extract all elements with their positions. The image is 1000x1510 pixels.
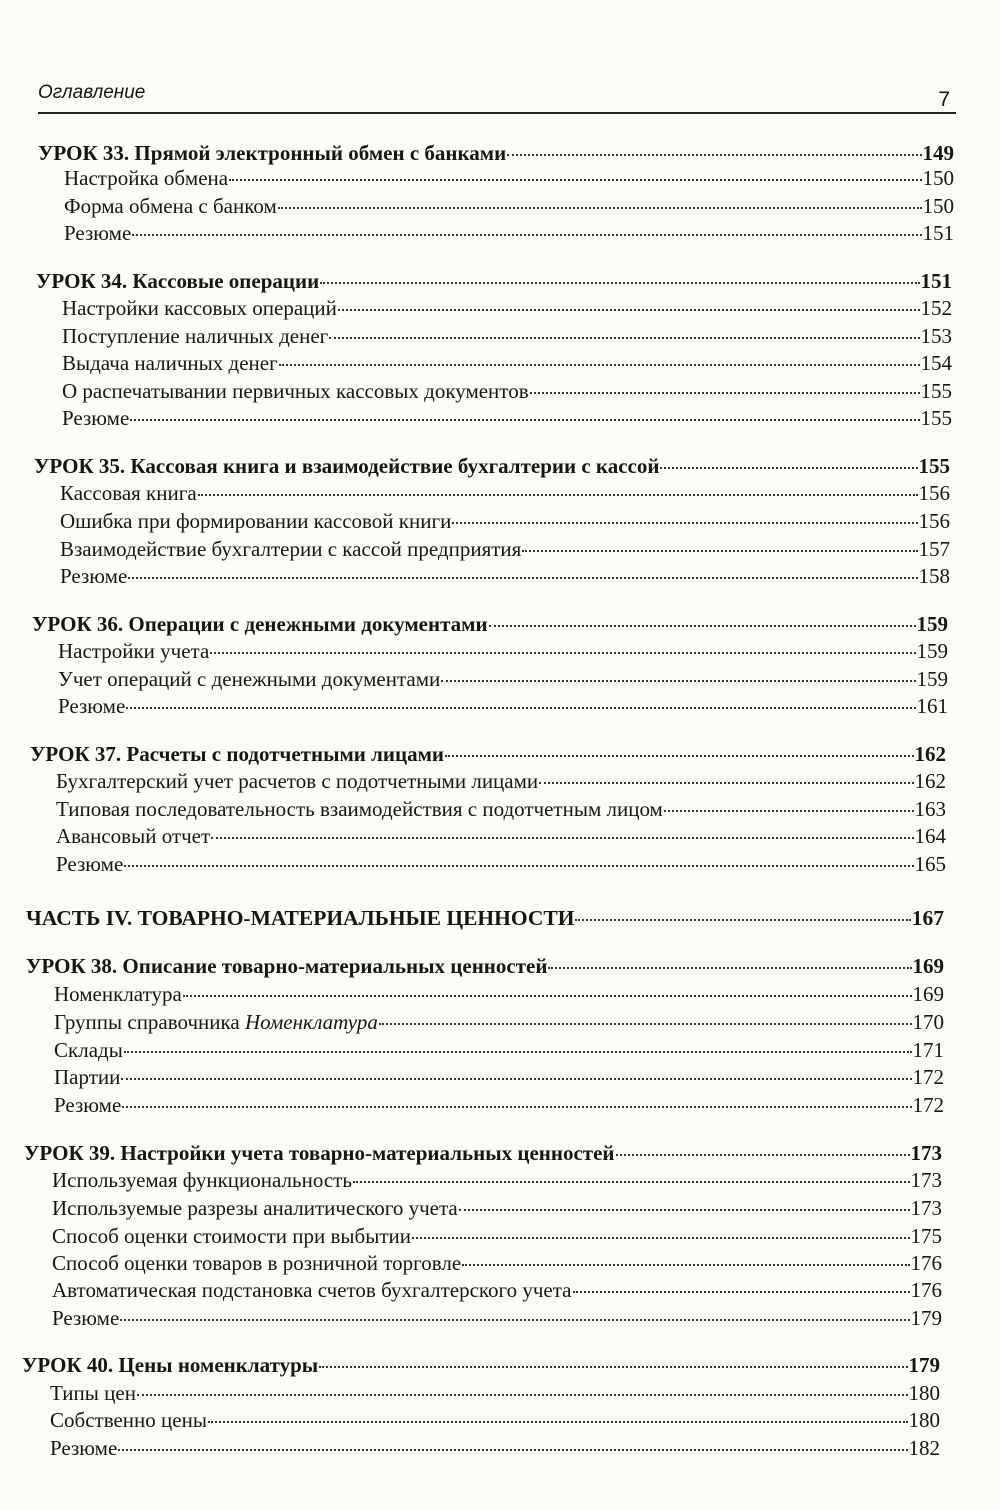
toc-entry bbox=[52, 1167, 942, 1193]
toc-entry bbox=[54, 1064, 944, 1090]
toc-entry-title: Собственно цены bbox=[50, 1408, 207, 1432]
toc-entry-title: Резюме bbox=[56, 852, 124, 876]
toc-entry-page: 155 bbox=[920, 379, 952, 403]
toc-entry-title: Резюме bbox=[62, 406, 130, 430]
dot-leader bbox=[548, 966, 911, 969]
toc-entry-title: ЧАСТЬ IV. ТОВАРНО-МАТЕРИАЛЬНЫЕ ЦЕННОСТИ bbox=[26, 906, 575, 930]
toc-entry-page: 156 bbox=[918, 509, 950, 533]
toc-entry-page: 167 bbox=[911, 906, 944, 930]
toc-entry-page: 155 bbox=[920, 406, 952, 430]
dot-leader bbox=[132, 233, 921, 236]
dot-leader bbox=[353, 1180, 910, 1183]
toc-entry-page: 179 bbox=[910, 1306, 942, 1330]
dot-leader bbox=[379, 1022, 912, 1025]
toc-entry-page: 165 bbox=[914, 852, 946, 876]
toc-entry-page: 172 bbox=[912, 1065, 944, 1089]
toc-entry-title: УРОК 40. Цены номенклатуры bbox=[22, 1353, 319, 1377]
toc-entry-title: УРОК 38. Описание товарно-материальных ценностей bbox=[26, 954, 548, 978]
toc-entry-page: 173 bbox=[910, 1168, 942, 1192]
toc-lesson-heading bbox=[30, 741, 946, 767]
toc-entry-page: 154 bbox=[920, 351, 952, 375]
toc-entry-title: УРОК 36. Операции с денежными документами bbox=[32, 612, 488, 636]
toc-entry-page: 159 bbox=[916, 612, 948, 636]
dot-leader bbox=[229, 178, 921, 181]
header-page-number: 7 bbox=[938, 88, 950, 111]
toc-entry-page: 173 bbox=[910, 1141, 942, 1165]
toc-lesson-heading bbox=[22, 1352, 940, 1378]
dot-leader bbox=[128, 576, 917, 579]
toc-entry-title: Резюме bbox=[50, 1436, 118, 1460]
toc-entry bbox=[64, 220, 954, 246]
toc-entry bbox=[60, 563, 950, 589]
dot-leader bbox=[137, 1393, 908, 1396]
toc-entry-title: Резюме bbox=[58, 694, 126, 718]
dot-leader bbox=[522, 549, 917, 552]
toc-entry-title: Настройки кассовых операций bbox=[62, 296, 337, 320]
toc-entry bbox=[54, 1009, 944, 1035]
toc-entry-title: Склады bbox=[54, 1038, 123, 1062]
toc-lesson-heading bbox=[26, 953, 944, 979]
toc-entry bbox=[54, 1037, 944, 1063]
toc-entry-page: 159 bbox=[916, 667, 948, 691]
toc-lesson-heading bbox=[34, 453, 950, 479]
toc-entry-page: 159 bbox=[916, 639, 948, 663]
toc-entry bbox=[60, 536, 950, 562]
toc-entry-page: 176 bbox=[910, 1251, 942, 1275]
dot-leader bbox=[338, 308, 920, 311]
toc-entry-page: 169 bbox=[912, 982, 944, 1006]
toc-entry-page: 151 bbox=[920, 269, 952, 293]
toc-entry-page: 164 bbox=[914, 824, 946, 848]
dot-leader bbox=[664, 809, 914, 812]
toc-entry-page: 162 bbox=[914, 742, 946, 766]
toc-entry-title: Авансовый отчет bbox=[56, 824, 211, 848]
dot-leader bbox=[183, 994, 912, 997]
toc-entry bbox=[60, 480, 950, 506]
toc-entry-page: 162 bbox=[914, 769, 946, 793]
toc-entry-title: О распечатывании первичных кассовых документов bbox=[62, 379, 529, 403]
toc-entry-page: 155 bbox=[918, 454, 950, 478]
toc-entry-page: 173 bbox=[910, 1196, 942, 1220]
toc-entry-title: УРОК 35. Кассовая книга и взаимодействие бухгалтерии с кассой bbox=[34, 454, 660, 478]
toc-entry bbox=[62, 378, 952, 404]
dot-leader bbox=[118, 1448, 907, 1451]
toc-entry-page: 172 bbox=[912, 1093, 944, 1117]
dot-leader bbox=[130, 418, 919, 421]
toc-entry bbox=[62, 295, 952, 321]
toc-entry-title: Настройка обмена bbox=[64, 166, 229, 190]
toc-entry-title: Резюме bbox=[54, 1093, 122, 1117]
toc-entry bbox=[62, 405, 952, 431]
dot-leader bbox=[121, 1077, 911, 1080]
dot-leader bbox=[211, 836, 913, 839]
toc-entry-page: 149 bbox=[922, 141, 954, 165]
toc-entry bbox=[56, 768, 946, 794]
toc-entry-title: УРОК 34. Кассовые операции bbox=[36, 269, 320, 293]
dot-leader bbox=[507, 153, 921, 156]
toc-entry-page: 156 bbox=[918, 481, 950, 505]
toc-entry-title: Автоматическая подстановка счетов бухгалтерского учета bbox=[52, 1278, 572, 1302]
toc-entry bbox=[50, 1435, 940, 1461]
dot-leader bbox=[489, 624, 916, 627]
dot-leader bbox=[452, 521, 917, 524]
toc-entry bbox=[62, 323, 952, 349]
toc-entry-title: Способ оценки товаров в розничной торговле bbox=[52, 1251, 462, 1275]
toc-entry-title: Форма обмена с банком bbox=[64, 194, 277, 218]
toc-entry-page: 150 bbox=[922, 194, 954, 218]
toc-entry-title: УРОК 39. Настройки учета товарно-материальных ценностей bbox=[24, 1141, 615, 1165]
toc-entry bbox=[50, 1407, 940, 1433]
dot-leader bbox=[412, 1236, 910, 1239]
toc-entry-title: Кассовая книга bbox=[60, 481, 197, 505]
dot-leader bbox=[279, 363, 920, 366]
toc-entry-title: Настройки учета bbox=[58, 639, 210, 663]
dot-leader bbox=[329, 336, 919, 339]
toc-entry bbox=[50, 1380, 940, 1406]
toc-entry bbox=[62, 350, 952, 376]
toc-entry-page: 175 bbox=[910, 1224, 942, 1248]
directory-name: Номенклатура bbox=[244, 1010, 378, 1034]
toc-lesson-heading bbox=[36, 268, 952, 294]
toc-lesson-heading bbox=[24, 1140, 942, 1166]
toc-entry-title: Типовая последовательность взаимодействия с подотчетным лицом bbox=[56, 797, 663, 821]
dot-leader bbox=[122, 1105, 911, 1108]
toc-entry-page: 169 bbox=[912, 954, 944, 978]
toc-entry bbox=[56, 823, 946, 849]
toc-entry bbox=[54, 1092, 944, 1118]
toc-entry bbox=[60, 508, 950, 534]
toc-lesson-heading bbox=[32, 611, 948, 637]
toc-entry-page: 158 bbox=[918, 564, 950, 588]
toc-entry bbox=[64, 193, 954, 219]
toc-entry bbox=[58, 638, 948, 664]
dot-leader bbox=[319, 1365, 907, 1368]
dot-leader bbox=[120, 1318, 909, 1321]
toc-entry bbox=[52, 1223, 942, 1249]
dot-leader bbox=[575, 918, 910, 921]
toc-entry bbox=[52, 1277, 942, 1303]
dot-leader bbox=[126, 706, 915, 709]
toc-entry-title: Группы справочника Номенклатура bbox=[54, 1010, 378, 1034]
toc-entry-title: Учет операций с денежными документами bbox=[58, 667, 441, 691]
toc-entry bbox=[52, 1305, 942, 1331]
toc-entry-page: 157 bbox=[918, 537, 950, 561]
toc-entry-page: 163 bbox=[914, 797, 946, 821]
header-title: Оглавление bbox=[38, 82, 146, 103]
dot-leader bbox=[539, 781, 913, 784]
toc-entry-title: Взаимодействие бухгалтерии с кассой предприятия bbox=[60, 537, 522, 561]
toc-entry-page: 180 bbox=[908, 1381, 940, 1405]
dot-leader bbox=[616, 1153, 910, 1156]
toc-entry-title: Выдача наличных денег bbox=[62, 351, 278, 375]
toc-entry-page: 182 bbox=[908, 1436, 940, 1460]
toc-entry-page: 171 bbox=[912, 1038, 944, 1062]
toc-entry-title: Используемые разрезы аналитического учета bbox=[52, 1196, 458, 1220]
toc-entry-page: 176 bbox=[910, 1278, 942, 1302]
toc-entry-title: Ошибка при формировании кассовой книги bbox=[60, 509, 452, 533]
toc-entry-title: УРОК 37. Расчеты с подотчетными лицами bbox=[30, 742, 445, 766]
dot-leader bbox=[208, 1420, 908, 1423]
dot-leader bbox=[320, 281, 919, 284]
dot-leader bbox=[210, 651, 915, 654]
toc-entry-title: УРОК 33. Прямой электронный обмен с банками bbox=[38, 141, 507, 165]
dot-leader bbox=[530, 391, 920, 394]
toc-entry-title: Способ оценки стоимости при выбытии bbox=[52, 1224, 411, 1248]
toc-entry-title: Типы цен bbox=[50, 1381, 136, 1405]
toc-entry-page: 153 bbox=[920, 324, 952, 348]
toc-entry-page: 180 bbox=[908, 1408, 940, 1432]
toc-entry-page: 161 bbox=[916, 694, 948, 718]
toc-entry-title: Резюме bbox=[60, 564, 128, 588]
toc-entry-title: Резюме bbox=[64, 221, 132, 245]
toc-entry-page: 151 bbox=[922, 221, 954, 245]
toc-part-heading bbox=[26, 905, 944, 931]
toc-entry bbox=[56, 796, 946, 822]
toc-entry-page: 170 bbox=[912, 1010, 944, 1034]
dot-leader bbox=[445, 754, 913, 757]
toc-entry-title: Резюме bbox=[52, 1306, 120, 1330]
toc-entry-title: Бухгалтерский учет расчетов с подотчетными лицами bbox=[56, 769, 539, 793]
toc-entry-title: Поступление наличных денег bbox=[62, 324, 329, 348]
toc-entry-title: Используемая функциональность bbox=[52, 1168, 352, 1192]
toc-entry bbox=[54, 981, 944, 1007]
toc-entry bbox=[58, 666, 948, 692]
toc-entry bbox=[58, 693, 948, 719]
toc-entry bbox=[52, 1195, 942, 1221]
dot-leader bbox=[459, 1208, 910, 1211]
toc-entry bbox=[64, 165, 954, 191]
dot-leader bbox=[278, 206, 922, 209]
toc-entry bbox=[56, 851, 946, 877]
dot-leader bbox=[441, 679, 915, 682]
dot-leader bbox=[573, 1290, 910, 1293]
toc-entry bbox=[52, 1250, 942, 1276]
toc-entry-page: 152 bbox=[920, 296, 952, 320]
toc-entry-page: 179 bbox=[908, 1353, 940, 1377]
toc-entry-title: Номенклатура bbox=[54, 982, 182, 1006]
dot-leader bbox=[124, 1050, 912, 1053]
dot-leader bbox=[660, 466, 917, 469]
dot-leader bbox=[198, 493, 918, 496]
toc-entry-title: Партии bbox=[54, 1065, 121, 1089]
toc-entry-page: 150 bbox=[922, 166, 954, 190]
toc-lesson-heading bbox=[38, 140, 954, 166]
dot-leader bbox=[124, 864, 913, 867]
dot-leader bbox=[462, 1263, 909, 1266]
